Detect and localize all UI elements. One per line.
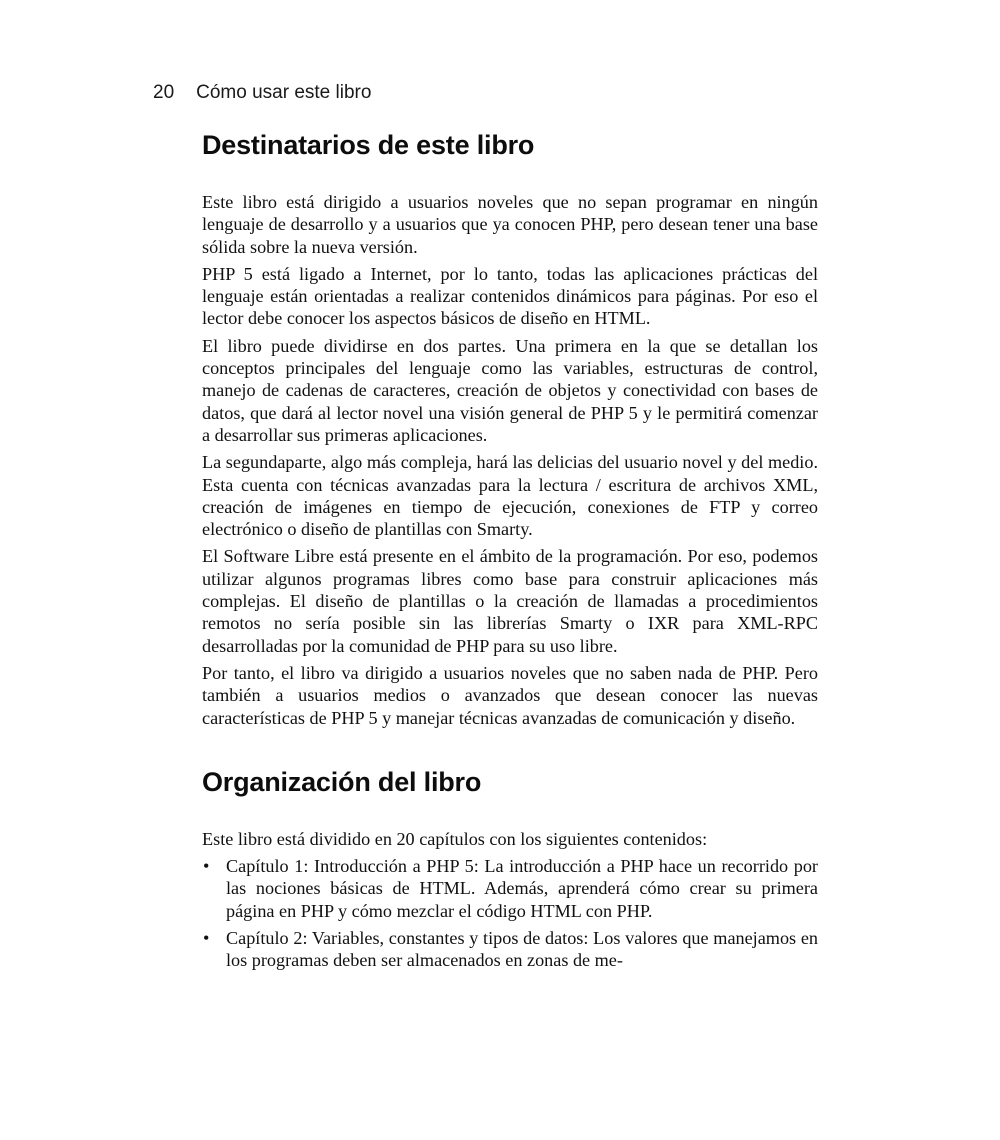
list-item — [202, 855, 818, 922]
list-item-text: Capítulo 2: Variables, constantes y tipos de datos: Los valores que manejamos en los programas deben ser almacenados en zonas de me- — [226, 928, 818, 971]
page-number: 20 — [153, 82, 175, 103]
page-content — [202, 130, 818, 977]
bullet-icon: • — [203, 928, 210, 949]
paragraph: La segundaparte, algo más compleja, hará las delicias del usuario novel y del medio. Esta cuenta con técnicas avanzadas para la lectura / escritura de archivos XML, creación de imágenes en tiempo de ejecución, conexiones de FTP y correo electrónico o diseño de plantillas con Smarty. — [202, 452, 818, 540]
bullet-icon: • — [203, 856, 210, 877]
paragraph: PHP 5 está ligado a Internet, por lo tanto, todas las aplicaciones prácticas del lenguaje están orientadas a realizar contenidos dinámicos para páginas. Por eso el lector debe conocer los aspectos básicos de diseño en HTML. — [202, 263, 818, 329]
list-item-text: Capítulo 1: Introducción a PHP 5: La introducción a PHP hace un recorrido por las nociones básicas de HTML. Además, aprenderá cómo crear su primera página en PHP y cómo mezclar el código HTML con PHP. — [226, 856, 818, 921]
paragraph-intro: Este libro está dividido en 20 capítulos con los siguientes contenidos: — [202, 828, 708, 849]
paragraph: El Software Libre está presente en el ámbito de la programación. Por eso, podemos utilizar algunos programas libres como base para construir aplicaciones más complejas. El diseño de plantillas o la creación de llamadas a procedimientos remotos no sería posible sin las librerías Smarty o IXR para XML-RPC desarrolladas por la comunidad de PHP para su uso libre. — [202, 546, 818, 656]
running-title: Cómo usar este libro — [196, 82, 372, 103]
paragraph: Por tanto, el libro va dirigido a usuarios noveles que no saben nada de PHP. Pero también a usuarios medios o avanzados que desean conocer las nuevas características de PHP 5 y manejar técnicas avanzadas de comunicación y diseño. — [202, 662, 818, 728]
chapter-list — [202, 855, 818, 971]
running-header — [153, 82, 371, 104]
list-item — [202, 927, 818, 972]
section-heading-organization: Organización del libro — [202, 766, 482, 797]
paragraph: Este libro está dirigido a usuarios noveles que no sepan programar en ningún lenguaje de desarrollo y a usuarios que ya conocen PHP, pero desean tener una base sólida sobre la nueva versión. — [202, 192, 818, 257]
section-heading-audience: Destinatarios de este libro — [202, 130, 535, 160]
paragraph: El libro puede dividirse en dos partes. Una primera en la que se detallan los conceptos principales del lenguaje como las variables, estructuras de control, manejo de cadenas de caracteres, creación de objetos y conectividad con bases de datos, que dará al lector novel una visión general de PHP 5 y le permitirá comenzar a desarrollar sus primeras aplicaciones. — [202, 335, 818, 445]
